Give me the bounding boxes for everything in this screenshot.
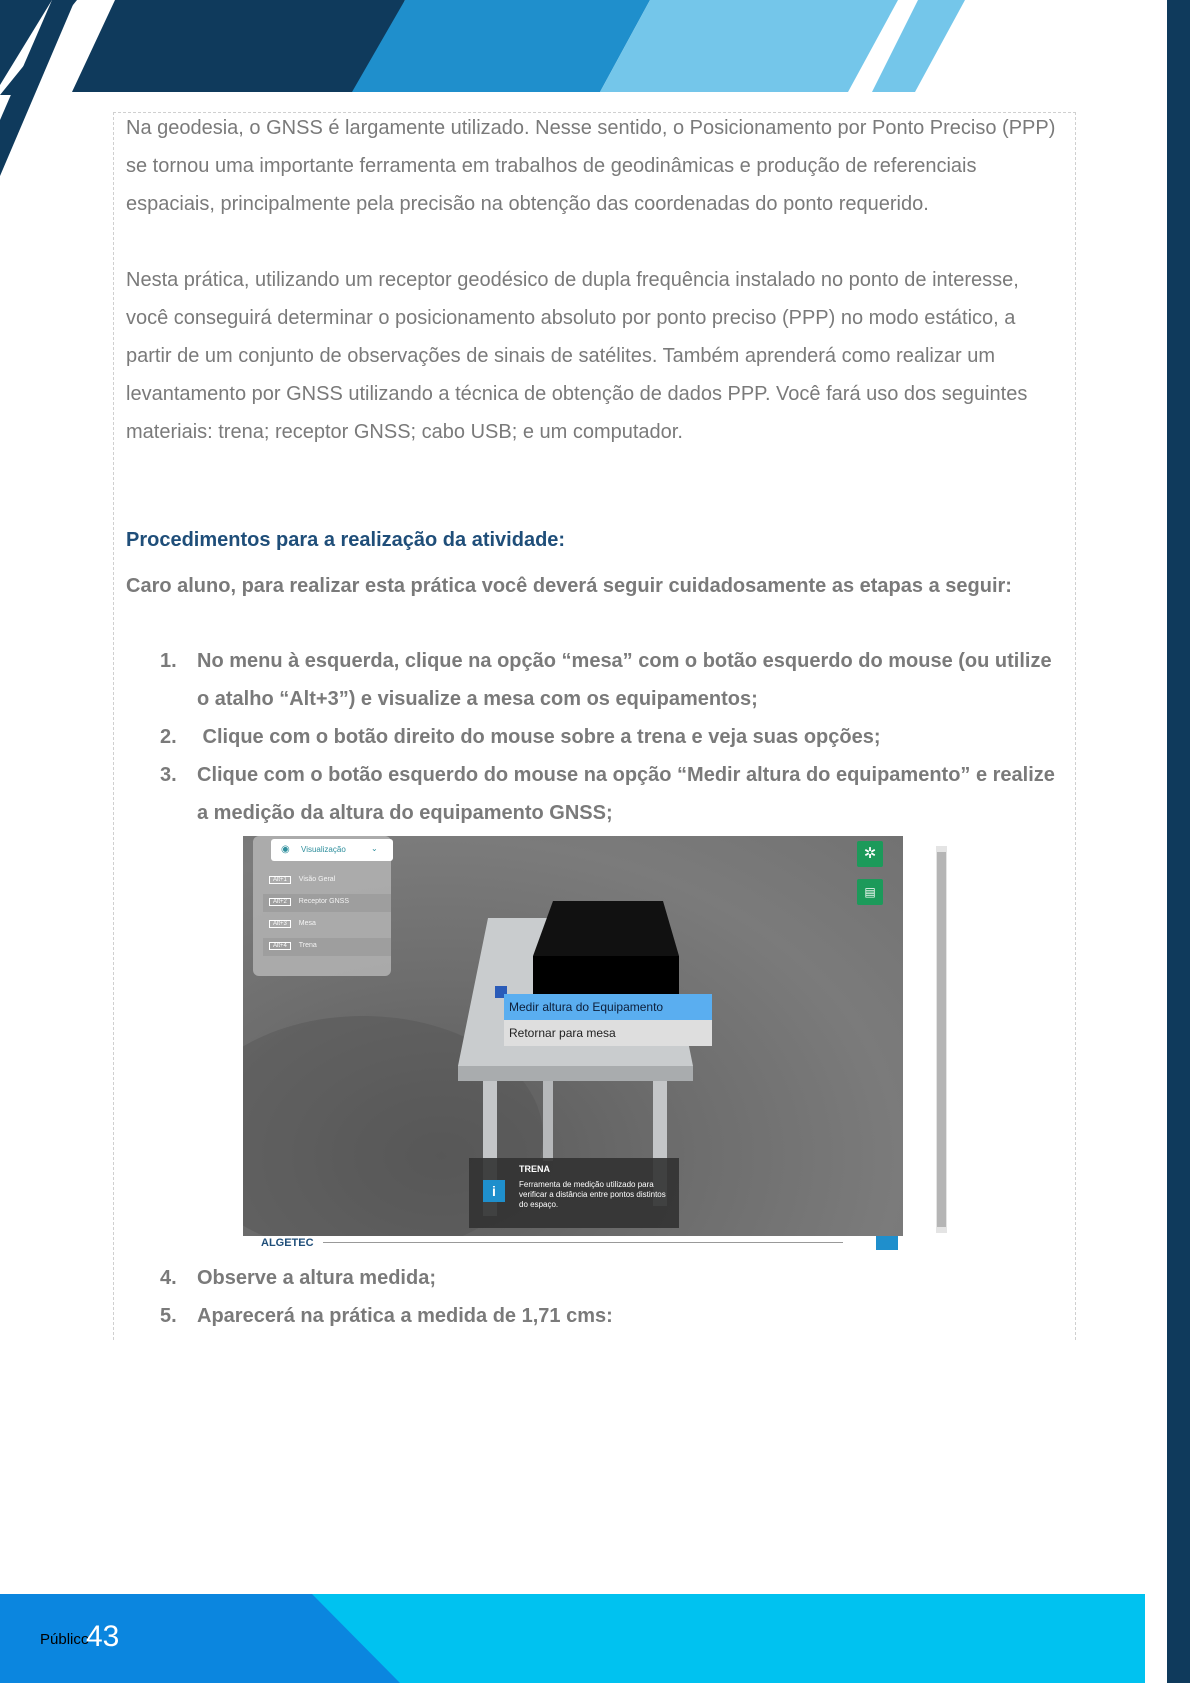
step-item (160, 718, 1066, 756)
intro-paragraph-2: Nesta prática, utilizando um receptor geodésico de dupla frequência instalado no ponto de interesse, você conseguirá determinar o posicionamento absoluto por ponto preciso (PPP) no modo estático, a partir de um conjunto de observações de sinais de satélites. Também aprenderá como realizar um levantamento por GNSS utilizando a técnica de obtenção de dados PPP. Você fará uso dos seguintes materiais: trena; receptor GNSS; cabo USB; e um computador. (126, 269, 1028, 443)
right-side-bar (1167, 0, 1190, 1683)
intro-paragraph-1: Na geodesia, o GNSS é largamente utilizado. Nesse sentido, o Posicionamento por Ponto Preciso (PPP) se tornou uma importante ferramenta em trabalhos de geodinâmicas e produção de referenciais espaciais, principalmente pela precisão na obtenção das coordenadas do ponto requerido. (126, 117, 1056, 215)
view-menu-dropdown[interactable] (271, 839, 393, 861)
step-number: 2. (160, 726, 177, 748)
step-text: Observe a altura medida; (197, 1267, 436, 1289)
screenshot-scrollbar-thumb[interactable] (937, 852, 946, 1227)
brand-strip (243, 1236, 903, 1250)
footer-label: Público (40, 1631, 90, 1648)
step-text: Clique com o botão esquerdo do mouse na opção “Medir altura do equipamento” e realize a medição da altura do equipamento GNSS; (197, 764, 1055, 824)
tooltip-panel (469, 1158, 679, 1228)
step-number: 1. (160, 650, 177, 672)
shortcut-key: Alt+3 (269, 920, 291, 928)
view-menu-item-label: Receptor GNSS (298, 898, 349, 905)
step-number: 5. (160, 1305, 177, 1327)
context-menu-item-return[interactable]: Retornar para mesa (504, 1020, 712, 1046)
context-menu-item-measure[interactable]: Medir altura do Equipamento (504, 994, 712, 1020)
gnss-receiver-box (533, 901, 679, 956)
view-menu-label: Visualização (301, 845, 346, 854)
step-text: Aparecerá na prática a medida de 1,71 cms: (197, 1305, 613, 1327)
step-item (160, 756, 1066, 832)
context-menu (504, 994, 712, 1046)
page-number: 43 (86, 1620, 120, 1653)
view-menu-item[interactable] (263, 916, 391, 934)
tooltip-title: TRENA (519, 1164, 550, 1174)
step-number: 4. (160, 1267, 177, 1289)
notebook-button[interactable] (857, 879, 883, 905)
view-menu-item[interactable] (263, 894, 391, 912)
left-diagonal-stripe (0, 0, 80, 180)
header-decoration (0, 0, 1190, 95)
step-text: No menu à esquerda, clique na opção “mesa” com o botão esquerdo do mouse (ou utilize o atalho “Alt+3”) e visualize a mesa com os equipamentos; (197, 650, 1052, 710)
gear-icon: ✲ (863, 845, 877, 862)
tooltip-text: Ferramenta de medição utilizado para verificar a distância entre pontos distintos do espaço. (519, 1180, 666, 1209)
step-number: 3. (160, 764, 177, 786)
footer-band (0, 1594, 1145, 1683)
step-item (160, 642, 1066, 718)
chevron-down-icon: ⌄ (371, 844, 378, 853)
table-leg (543, 1081, 553, 1161)
procedure-intro: Caro aluno, para realizar esta prática você deverá seguir cuidadosamente as etapas a seguir: (126, 575, 1012, 597)
header-stripe-navy (72, 0, 405, 92)
eye-icon: ◉ (281, 844, 290, 855)
step-item (160, 1297, 1066, 1335)
view-menu-item[interactable] (263, 938, 391, 956)
view-menu-item-label: Mesa (298, 920, 316, 927)
info-icon: i (483, 1180, 505, 1202)
shortcut-key: Alt+1 (269, 876, 291, 884)
header-stripe-light (600, 0, 898, 92)
step-text: Clique com o botão direito do mouse sobre a trena e veja suas opções; (197, 726, 881, 748)
view-menu-item[interactable] (263, 872, 391, 890)
simulator-screenshot (243, 836, 903, 1236)
settings-button[interactable] (857, 841, 883, 867)
step-item (160, 1259, 1066, 1297)
brand-logo: ALGETEC (261, 1237, 314, 1249)
view-menu-item-label: Trena (298, 942, 317, 949)
procedure-heading: Procedimentos para a realização da atividade: (126, 529, 566, 551)
notebook-icon: ▤ (864, 885, 876, 899)
view-menu-panel (253, 836, 391, 976)
shortcut-key: Alt+2 (269, 898, 291, 906)
view-menu-item-label: Visão Geral (298, 876, 336, 883)
shortcut-key: Alt+4 (269, 942, 291, 950)
